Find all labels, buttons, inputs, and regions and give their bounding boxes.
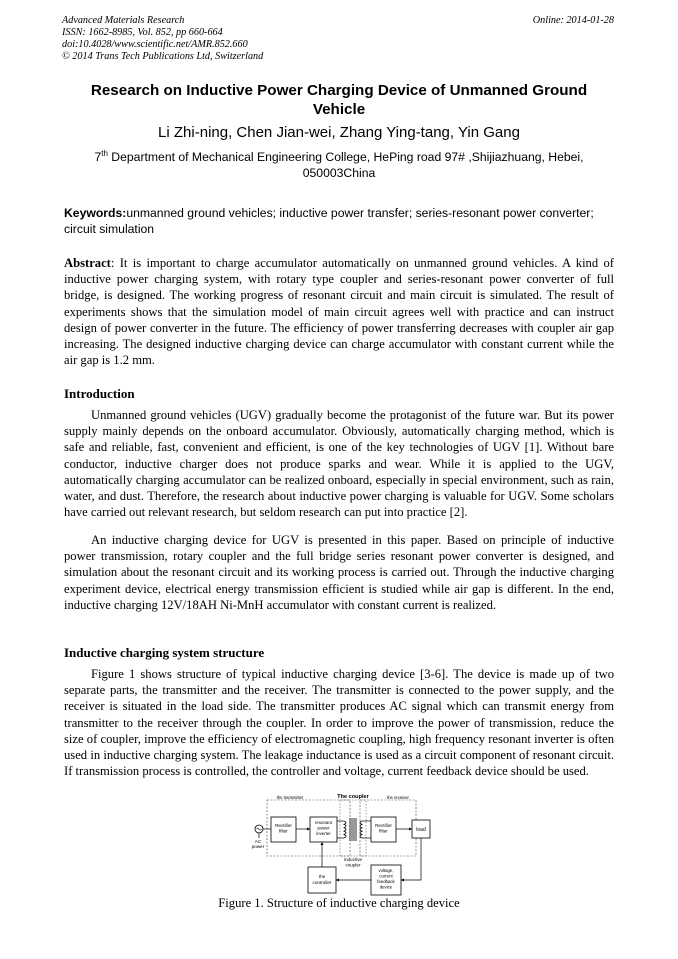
structure-paragraph: Figure 1 shows structure of typical inductive charging device [3-6]. The device is made up of two separate parts, the transmitter and the receiver. The transmitter is connected to the power supply, and the receiver is situated in the load side. The transmitter produces AC signal which can transmit energy from transmitter to the receiver through the coupler. In order to improve the power of transmission, reduce the size of coupler, improve the efficiency of electromagnetic coupling, high frequency resonant inverter is often used in inductive charging system. The leakage inductance is used as a circuit component of resonant circuit. If transmission process is controlled, the controller and voltage, current feedback device should be used. [64,667,614,779]
doi-line: doi:10.4028/www.scientific.net/AMR.852.660 [62,39,248,50]
load-label: load [416,827,426,833]
coupler-label-line-1: inductive [343,857,363,862]
rectifier-2-line-1: Rectifier [375,823,392,828]
inverter-line-3: inverter [316,831,331,836]
publication-meta [62,15,263,63]
structure-heading: Inductive charging system structure [64,645,265,660]
copyright-line: © 2014 Trans Tech Publications Ltd, Switzerland [62,51,264,62]
feedback-line-1: voltage, [378,868,394,873]
inverter-line-1: resonant [314,820,333,825]
rectifier-2-line-2: filter [379,828,388,834]
abstract [64,255,614,368]
abstract-label: Abstract [64,256,111,270]
receiver-label: the receiver [387,795,409,800]
rectifier-1-line-1: Rectifier [275,823,292,828]
journal-name: Advanced Materials Research [62,15,185,26]
feedback-line-2: current [379,873,393,879]
affiliation [64,149,614,181]
introduction-heading: Introduction [64,386,135,401]
figure-1-diagram [240,791,440,899]
inverter-line-2: power [317,825,330,831]
controller-line-1: the [318,874,326,879]
rectifier-1-line-2: filter [279,828,288,834]
affiliation-superscript: th [101,149,108,158]
ac-power-line-2: power [251,844,265,849]
introduction-paragraph-2: An inductive charging device for UGV is presented in this paper. Based on principle of inductive power transmission, rotary coupler and the full bridge series resonant power converter is designed, and simulation about the resonant circuit and its working process is carried out. Through the inductive charging experiment device, electrical energy transmission efficient is studied while air gap is different. In the end, inductive charging 12V/18AH Ni-MnH accumulator with constant current is realized. [64,533,614,612]
transmitter-label: the transmitter [276,795,304,800]
paper-title: Research on Inductive Power Charging Device of Unmanned Ground Vehicle [90,82,588,118]
keywords [64,205,614,237]
inductive-coupler-icon [344,818,362,841]
feedback-line-4: device [379,884,393,890]
issn-line: ISSN: 1662-8985, Vol. 852, pp 660-664 [62,27,223,38]
controller-line-2: controller [312,880,332,885]
coupler-label-line-2: coupler [345,862,361,868]
keywords-text: unmanned ground vehicles; inductive power transfer; series-resonant power converter; circuit simulation [64,206,594,236]
figure-1-caption: Figure 1. Structure of inductive charging device [218,896,460,910]
feedback-line-3: feedback [377,879,395,884]
ac-power-line-1: AC [254,839,262,844]
abstract-text: : It is important to charge accumulator automatically on unmanned ground vehicles. A kind of inductive power charging system, with rotary type coupler and series-resonant power converter of full bridge, is designed. The working progress of resonant circuit and main circuit is simulated. The result of experiments shows that the simulation model of main circuit agrees well with practice and can instruct design of power converter in the future. The efficiency of power transferring decreases with coupler air gap increasing. The designed inductive charging device can charge accumulator with constant current while the air gap is 1.2 mm. [64,256,614,368]
affiliation-number: 7 [94,150,102,164]
authors: Li Zhi-ning, Chen Jian-wei, Zhang Ying-tang, Yin Gang [158,124,520,141]
introduction-paragraph-1: Unmanned ground vehicles (UGV) gradually become the protagonist of the future war. But its power supply mainly depends on the onboard accumulator. Obviously, automatically charging method, which is safe and reliable, fast, convenient and efficient, is one of the key technologies of UGV [1]. Without bare conductor, inductive charger does not produce sparks and wear. While it is applied to the UGV, automatically charging accumulator can be realized onboard, especially in special environment, such as rain, water, and dust. Therefore, the research about inductive power charging is valuable for UGV. Some scholars have carried out relevant research, but seldom research can put into practice [2]. [64,408,614,520]
coupler-top-label: The coupler [337,794,369,800]
keywords-label: Keywords: [64,206,127,220]
online-date: Online: 2014-01-28 [532,15,614,26]
affiliation-text: Department of Mechanical Engineering College, HePing road 97# ,Shijiazhuang, Hebei, 050003China [107,150,584,180]
